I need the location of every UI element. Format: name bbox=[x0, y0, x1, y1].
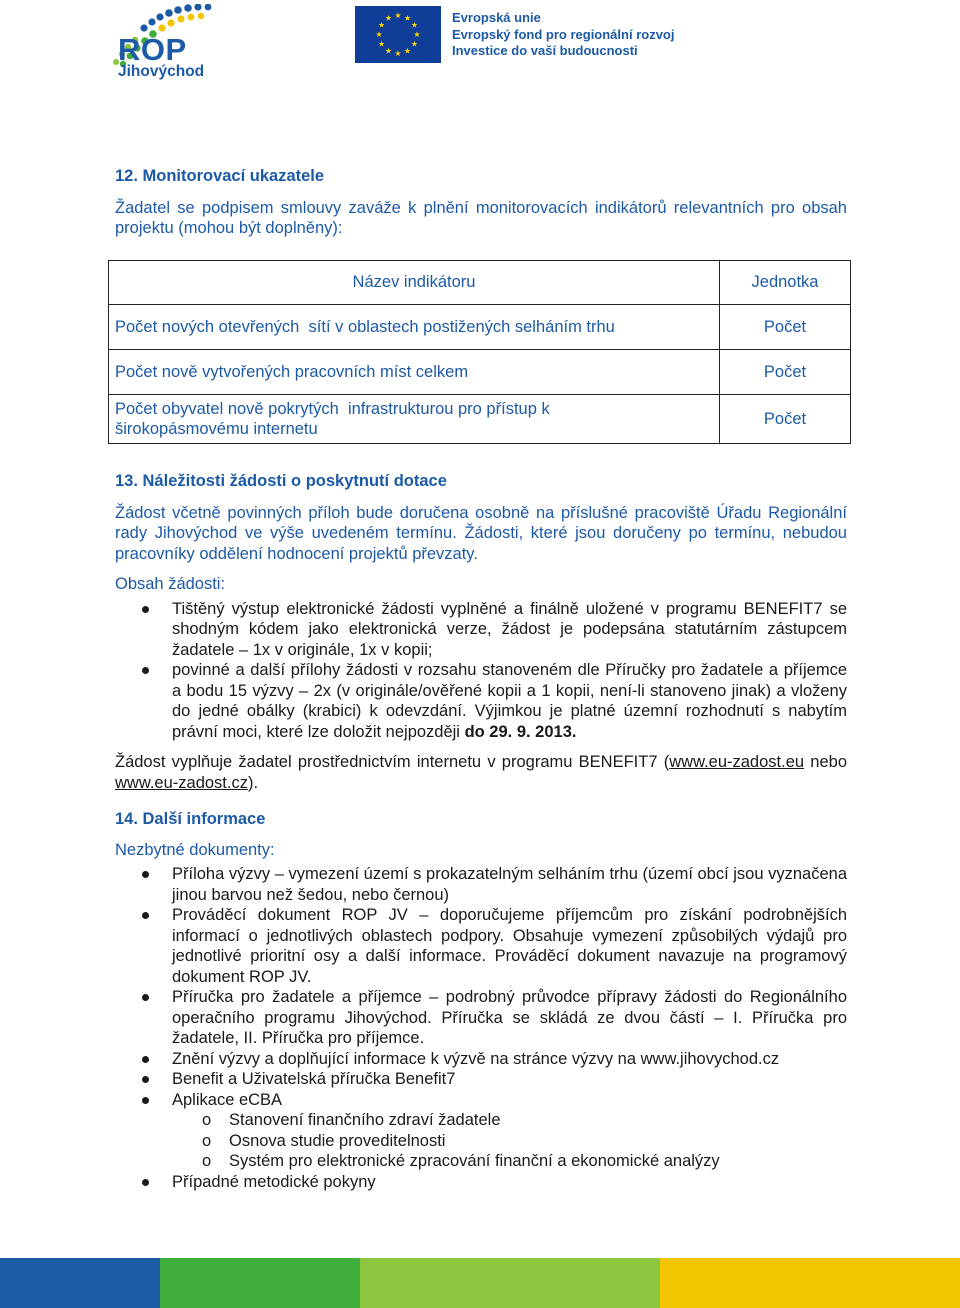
sub-list-item bbox=[172, 1151, 847, 1172]
eu-line-1: Evropská unie bbox=[452, 10, 541, 25]
list-item-text: Příloha výzvy – vymezení území s prokazatelným selháním trhu (území obcí jsou vyznačena jinou barvou než šedou, nebo černou) bbox=[172, 865, 847, 904]
table-row bbox=[109, 350, 851, 395]
bullet-icon bbox=[142, 1097, 149, 1104]
late-submission-text: Žádosti, které jsou doručeny po termínu, nebudou pracovníky oddělení hodnocení projektů převzaty. bbox=[115, 524, 847, 563]
bullet-icon bbox=[142, 912, 149, 919]
section-12-intro: Žadatel se podpisem smlouvy zaváže k plnění monitorovacích indikátorů relevantních pro obsah projektu (mohou být doplněny): bbox=[115, 198, 847, 237]
sub-list-item bbox=[172, 1131, 847, 1152]
list-item bbox=[115, 905, 847, 987]
sub-list-item-text: Systém pro elektronické zpracování finanční a ekonomické analýzy bbox=[229, 1152, 720, 1170]
list-item-text: Prováděcí dokument ROP JV – doporučujeme příjemcům pro získání podrobnějších informací o jednotlivých oblastech podpory. Obsahuje vymezení způsobilých výdajů pro jednotlivé prioritní osy a další informace. Prováděcí dokument navazuje na programový dokument ROP JV. bbox=[172, 906, 847, 986]
sub-list-item bbox=[172, 1110, 847, 1131]
deadline-date: do 29. 9. 2013. bbox=[464, 722, 577, 741]
section-13 bbox=[115, 471, 847, 793]
section-14-heading: 14. Další informace bbox=[115, 810, 266, 828]
list-item bbox=[115, 1090, 847, 1172]
obsah-label: Obsah žádosti: bbox=[115, 575, 226, 593]
eu-line-2: Evropský fond pro regionální rozvoj bbox=[452, 26, 675, 42]
list-item bbox=[115, 864, 847, 905]
list-item-text: Aplikace eCBA bbox=[172, 1090, 283, 1109]
indicator-name: Počet nových otevřených sítí v oblastech postižených selháním trhu bbox=[109, 305, 720, 350]
indicator-name-text: Počet obyvatel nově pokrytých infrastrukturou pro přístup k širokopásmovému internetu bbox=[115, 399, 555, 438]
section-12-heading: 12. Monitorovací ukazatele bbox=[115, 167, 325, 185]
indicator-name: Počet nově vytvořených pracovních míst celkem bbox=[109, 350, 720, 395]
bullet-icon bbox=[142, 667, 149, 674]
sub-list-item-text: Osnova studie proveditelnosti bbox=[229, 1131, 446, 1150]
bullet-icon bbox=[142, 1179, 149, 1186]
bullet-icon bbox=[142, 994, 149, 1001]
indicator-name bbox=[109, 395, 720, 444]
footer-bar-green bbox=[160, 1258, 360, 1308]
benefit7-or: nebo bbox=[804, 753, 847, 771]
list-item bbox=[115, 1049, 847, 1070]
list-item-text: Tištěný výstup elektronické žádosti vyplněné a finálně uložené v programu BENEFIT7 se shodným kódem jako elektronická verze, žádost je podepsána statutárním zástupcem žadatele – 1x v originále, 1x v kopii; bbox=[172, 599, 847, 659]
list-item-text: Znění výzvy a doplňující informace k výzvě na stránce výzvy na www.jihovychod.cz bbox=[172, 1049, 780, 1068]
eu-zadost-cz-link[interactable]: www.eu-zadost.cz bbox=[115, 773, 248, 792]
table-row bbox=[109, 395, 851, 444]
list-item-text: Případné metodické pokyny bbox=[172, 1172, 376, 1191]
bullet-icon bbox=[142, 1056, 149, 1063]
indicator-unit: Počet bbox=[720, 350, 851, 395]
indicator-unit: Počet bbox=[720, 305, 851, 350]
eu-logo-text bbox=[452, 10, 674, 60]
list-item bbox=[115, 1069, 847, 1090]
table-row bbox=[109, 305, 851, 350]
indicator-table bbox=[108, 260, 851, 444]
section-14 bbox=[115, 809, 847, 1192]
application-contents-list bbox=[115, 599, 847, 743]
eu-flag-icon bbox=[355, 6, 441, 63]
rop-logo-region: Jihovýchod bbox=[118, 63, 205, 80]
bullet-icon bbox=[142, 606, 149, 613]
footer-color-bar bbox=[0, 1258, 960, 1308]
ecba-sublist bbox=[172, 1110, 847, 1172]
list-item bbox=[115, 660, 847, 742]
col-header-name: Název indikátoru bbox=[109, 261, 720, 305]
documents-list bbox=[115, 864, 847, 1192]
bullet-icon bbox=[142, 871, 149, 878]
submission-text: Žádost včetně povinných příloh bude doručena osobně na příslušné pracoviště Úřadu Regionální rady Jihovýchod ve výše uvedeném termínu. bbox=[115, 503, 847, 542]
benefit7-text: Žádost vyplňuje žadatel prostřednictvím internetu v programu BENEFIT7 ( bbox=[115, 753, 670, 771]
list-item-text: Benefit a Uživatelská příručka Benefit7 bbox=[172, 1070, 456, 1088]
section-13-heading: 13. Náležitosti žádosti o poskytnutí dotace bbox=[115, 472, 447, 490]
circle-bullet-icon: o bbox=[202, 1131, 212, 1150]
list-item-text: Příručka pro žadatele a příjemce – podrobný průvodce přípravy žádosti do Regionálního operačního programu Jihovýchod. Příručka se skládá ze dvou částí – I. Příručka pro žadatele, II. Příručka pro příjemce. bbox=[172, 988, 847, 1047]
sub-list-item-text: Stanovení finančního zdraví žadatele bbox=[229, 1111, 501, 1129]
section-12 bbox=[115, 166, 847, 239]
table-header-row bbox=[109, 261, 851, 305]
benefit7-end: ). bbox=[247, 773, 259, 792]
list-item bbox=[115, 599, 847, 661]
footer-bar-lightgreen bbox=[360, 1258, 660, 1308]
list-item bbox=[115, 987, 847, 1049]
rop-logo-word: ROP bbox=[118, 32, 187, 67]
footer-bar-blue bbox=[0, 1258, 160, 1308]
benefit7-paragraph bbox=[115, 752, 847, 793]
list-item-text: povinné a další přílohy žádosti v rozsahu stanoveném dle Příručky pro žadatele a příjemce a bodu 15 výzvy – 2x (v originále/ověřené kopii a 1 kopii, není-li stanoveno jinak) a vloženy do jedné obálky (krabici) k odevzdání. Výjimkou je platné územní rozhodnutí s nabytím právní moci, které lze doložit nejpozději bbox=[172, 661, 847, 741]
footer-bar-yellow bbox=[660, 1258, 960, 1308]
col-header-unit: Jednotka bbox=[720, 261, 851, 305]
circle-bullet-icon: o bbox=[202, 1111, 212, 1129]
bullet-icon bbox=[142, 1076, 149, 1083]
docs-label: Nezbytné dokumenty: bbox=[115, 840, 275, 859]
indicator-unit: Počet bbox=[720, 395, 851, 444]
eu-zadost-eu-link[interactable]: www.eu-zadost.eu bbox=[669, 753, 805, 771]
list-item bbox=[115, 1172, 847, 1193]
section-13-paragraph bbox=[115, 503, 847, 565]
eu-line-3: Investice do vaší budoucnosti bbox=[452, 43, 638, 58]
circle-bullet-icon: o bbox=[202, 1152, 212, 1170]
page-header bbox=[0, 0, 960, 95]
